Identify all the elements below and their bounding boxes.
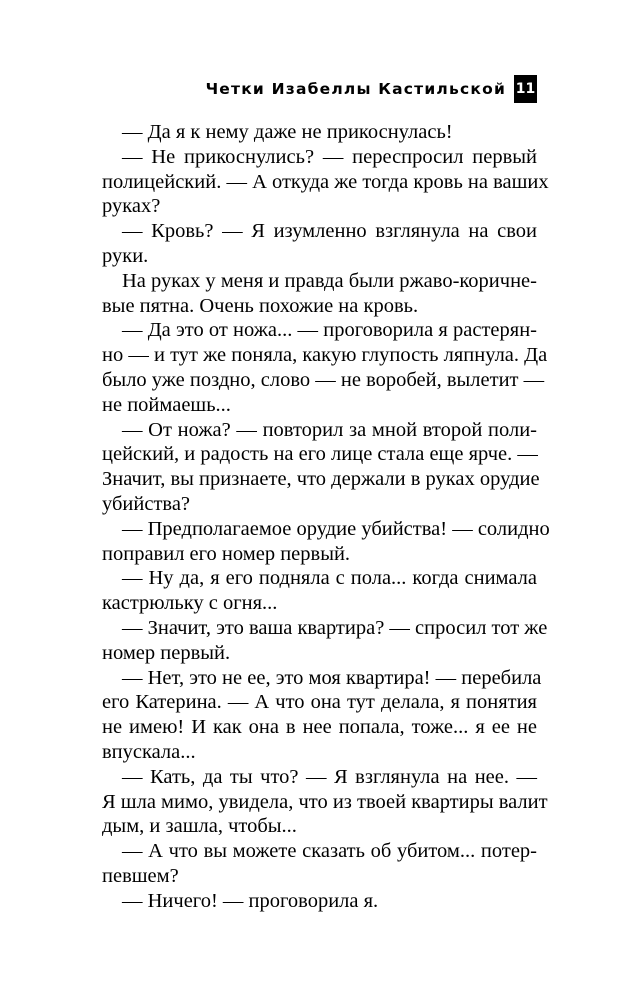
page-number: 11 [514,75,537,103]
text-line: — А что вы можете сказать об убитом... потер- [122,840,537,863]
text-line: но — и тут же поняла, какую глупость ляпнула. Да [102,344,548,367]
text-line: — Не прикоснулись? — переспросил первый [122,145,537,168]
running-header [100,72,537,106]
text-line: — Значит, это ваша квартира? — спросил тот же [122,616,548,639]
text-line: убийства? [102,492,191,515]
text-line: вые пятна. Очень похожие на кровь. [102,294,419,317]
text-line: руки. [102,244,149,267]
text-line: — Да это от ножа... — проговорила я растерян- [122,319,537,342]
text-line: Я шла мимо, увидела, что из твоей квартиры валит [102,790,548,813]
text-line: не имею! И как она в нее попала, тоже... я ее не [102,716,537,739]
text-line: полицейский. — А откуда же тогда кровь на ваших [102,170,549,193]
book-title: Четки Изабеллы Кастильской [205,80,506,98]
text-line: было уже поздно, слово — не воробей, вылетит — [102,368,545,391]
text-line: — Ну да, я его подняла с пола... когда снимала [122,567,537,590]
text-line: номер первый. [102,641,231,664]
body-text [102,120,550,914]
text-line: — Да я к нему даже не прикоснулась! [122,121,453,143]
text-line: его Катерина. — А что она тут делала, я понятия [102,691,537,714]
text-line: — Нет, это не ее, это моя квартира! — перебила [122,666,542,689]
text-line: впускала... [102,740,196,763]
text-line: — Ничего! — проговорила я. [122,889,379,912]
text-line: дым, и зашла, чтобы... [102,815,297,838]
text-line: руках? [102,195,161,218]
text-line: не поймаешь... [102,393,231,416]
text-line: цейский, и радость на его лице стала еще ярче. — [102,443,538,466]
text-line: — Кровь? — Я изумленно взглянула на свои [122,220,537,243]
text-line: поправил его номер первый. [102,542,351,565]
text-line: — От ножа? — повторил за мной второй поли- [122,418,537,441]
text-line: — Предполагаемое орудие убийства! — солидно [122,517,550,540]
text-line: певшем? [102,864,179,887]
text-line: кастрюльку с огня... [102,592,278,615]
text-line: На руках у меня и правда были ржаво-коричне- [122,269,537,292]
text-line: Значит, вы признаете, что держали в руках орудие [102,468,540,491]
text-line: — Кать, да ты что? — Я взглянула на нее. — [122,765,537,788]
